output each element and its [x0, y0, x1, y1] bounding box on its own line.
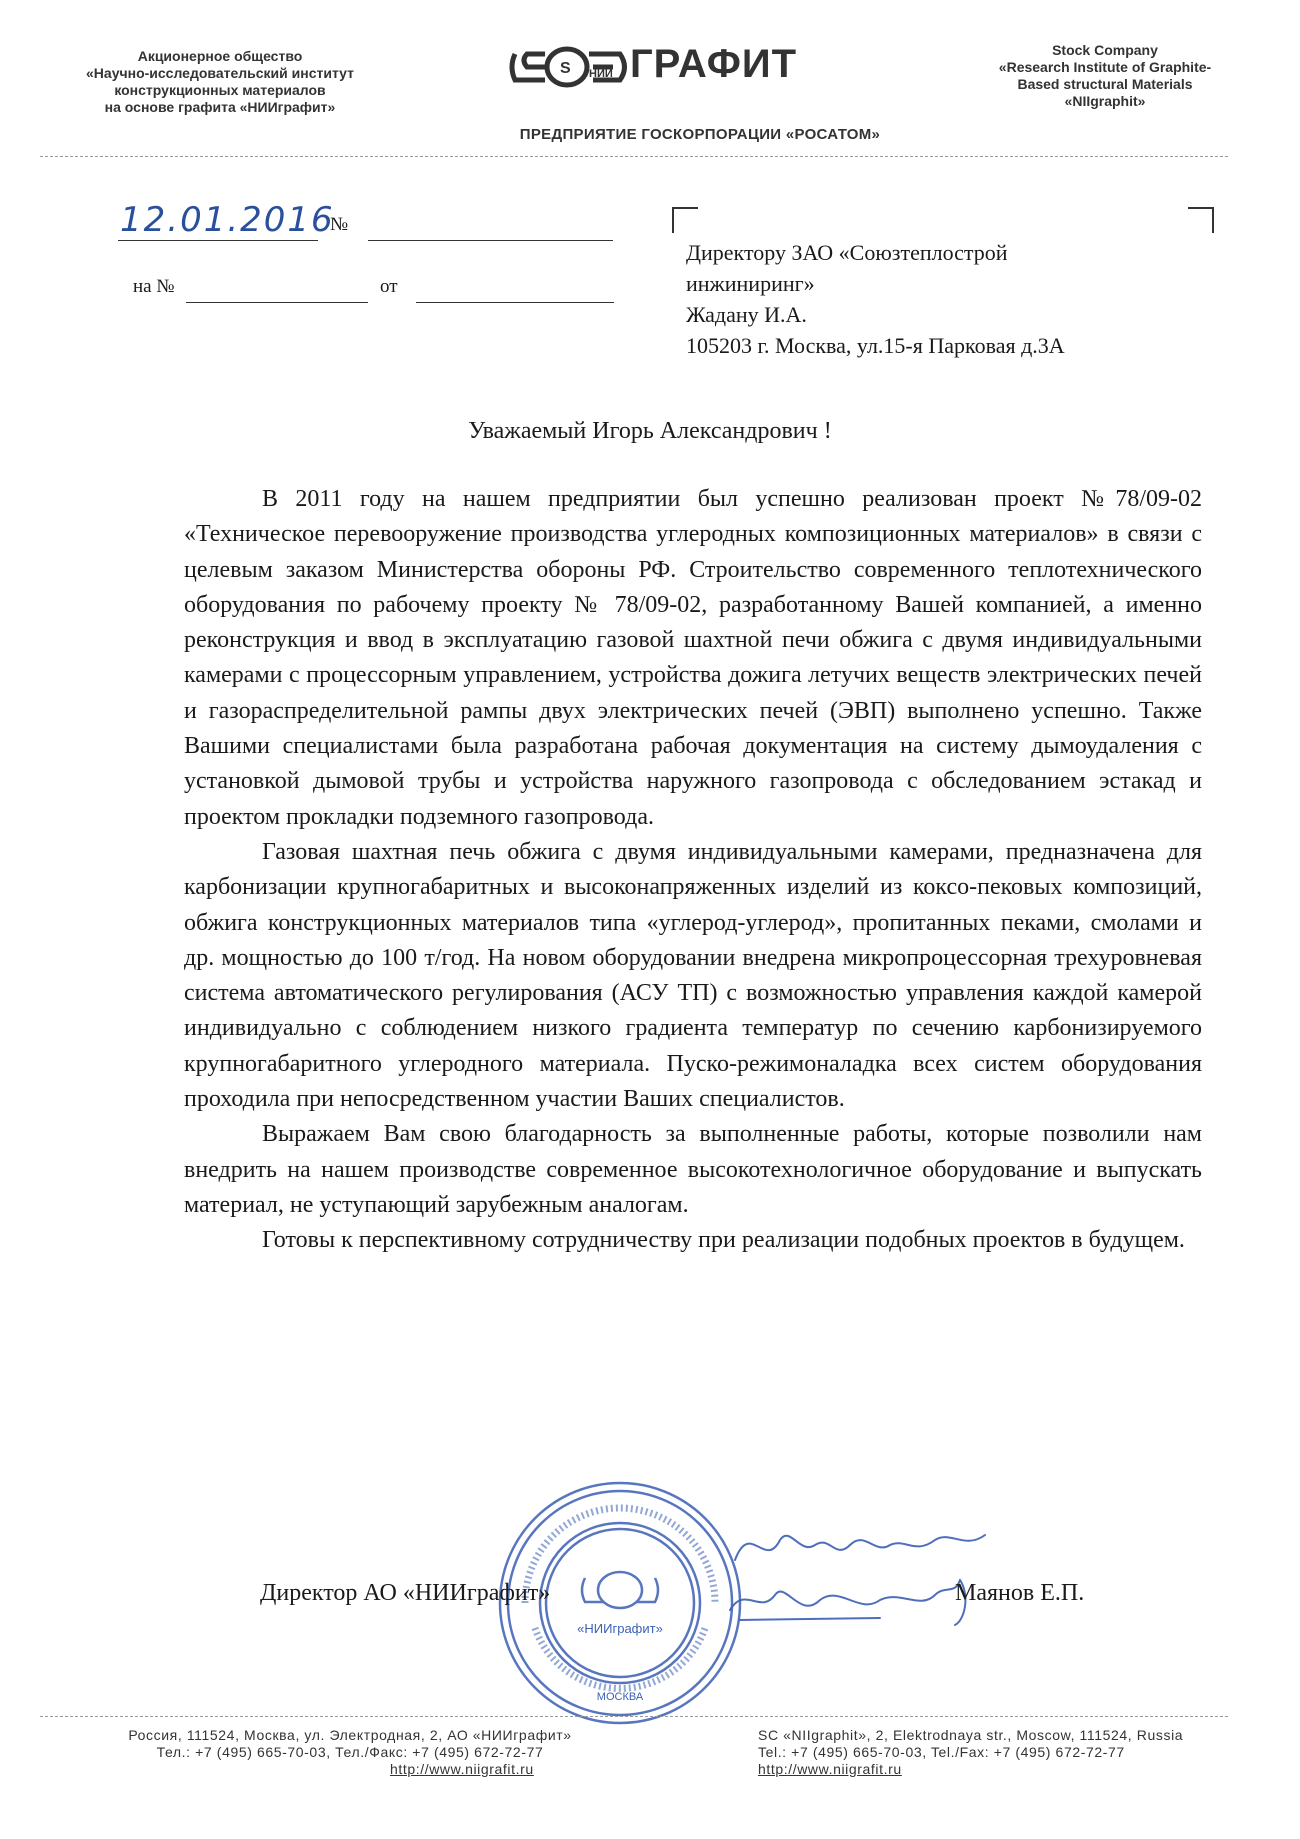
recipient-address	[686, 237, 1246, 361]
recipient-line: Директору ЗАО «Союзтеплострой	[686, 240, 1008, 265]
footer-line: Тел.: +7 (495) 665-70-03, Тел./Факс: +7 (495) 672-72-77	[156, 1744, 544, 1760]
company-name-ru	[40, 48, 400, 116]
company-name-en	[955, 42, 1255, 110]
header-divider	[40, 156, 1228, 157]
seal-bottom-text: МОСКВА	[596, 1691, 644, 1703]
logo-emblem-icon	[505, 42, 635, 92]
number-line	[368, 240, 613, 241]
body-paragraph: Выражаем Вам свою благодарность за выполненные работы, которые позволили нам внедрить на нашем производстве современное высокотехнологичное оборудование и выпускать материал, не уступающий зарубежным аналогам.	[184, 1121, 1202, 1218]
address-corner-right	[1188, 207, 1214, 233]
svg-text:S: S	[560, 60, 571, 77]
footer-line: Россия, 111524, Москва, ул. Электродная, 2, АО «НИИграфит»	[128, 1727, 572, 1743]
footer-address-en	[758, 1727, 1218, 1778]
handwritten-signature-icon	[720, 1500, 1040, 1640]
from-date-line	[416, 302, 614, 303]
header-subtitle: ПРЕДПРИЯТИЕ ГОСКОРПОРАЦИИ «РОСАТОМ»	[519, 126, 881, 143]
logo-text: ГРАФИТ	[630, 42, 798, 86]
letter-date: 12.01.2016	[120, 200, 335, 240]
footer-line: SC «NIIgraphit», 2, Elektrodnaya str., Moscow, 111524, Russia	[758, 1727, 1184, 1743]
footer-divider	[40, 1716, 1228, 1717]
signer-name: Маянов Е.П.	[955, 1580, 1085, 1606]
company-name-en-line: Based structural Materials	[1017, 76, 1193, 92]
number-label: №	[330, 214, 349, 235]
footer-address-ru	[90, 1727, 610, 1778]
recipient-line: 105203 г. Москва, ул.15-я Парковая д.3А	[686, 333, 1065, 358]
company-name-en-line: Stock Company	[1052, 42, 1158, 58]
from-label: от	[380, 276, 398, 297]
seal-center-text: «НИИграфит»	[577, 1621, 663, 1636]
letter-body	[184, 482, 1202, 1259]
company-logo	[505, 42, 825, 92]
company-name-en-line: «Research Institute of Graphite-	[998, 59, 1212, 75]
company-name-ru-line: Акционерное общество	[137, 48, 303, 64]
reply-number-line	[186, 302, 368, 303]
recipient-line: Жадану И.А.	[686, 302, 807, 327]
footer-website-link[interactable]: http://www.niigrafit.ru	[758, 1761, 902, 1777]
body-paragraph: Готовы к перспективному сотрудничеству при реализации подобных проектов в будущем.	[262, 1227, 1185, 1254]
company-name-ru-line: на основе графита «НИИграфит»	[104, 99, 336, 115]
body-paragraph: В 2011 году на нашем предприятии был успешно реализован проект №78/09-02 «Техническое перевооружение производства углеродных композиционных материалов» в связи с целевым заказом Министерства обороны РФ. Строительство современного теплотехнического оборудования по рабочему проекту № 78/09-02, разработанному Вашей компанией, а именно реконструкция и ввод в эксплуатацию газовой шахтной печи обжига с двумя индивидуальными камерами с процессорным управлением, устройства дожига летучих веществ электрических печей и газораспределительной рампы двух электрических печей (ЭВП) выполнено успешно. Также Вашими специалистами была разработана рабочая документация на систему дымоудаления с установкой дымовой трубы и устройства наружного газопровода с обследованием эстакад и проектом прокладки подземного газопровода.	[184, 486, 1202, 830]
salutation: Уважаемый Игорь Александрович !	[468, 418, 832, 444]
body-paragraph: Газовая шахтная печь обжига с двумя индивидуальными камерами, предназначена для карбонизации крупногабаритных и высоконапряженных изделий из коксо-пековых композиций, обжига конструкционных материалов типа «углерод-углерод», пропитанных пеками, смолами и др. мощностью до 100 т/год. На новом оборудовании внедрена микропроцессорная трехуровневая система автоматического регулирования (АСУ ТП) с возможностью управления каждой камерой индивидуально с соблюдением низкого градиента температур по сечению карбонизируемого крупногабаритного углеродного материала. Пуско-режимоналадка всех систем оборудования проходила при непосредственном участии Ваших специалистов.	[184, 838, 1202, 1113]
company-name-ru-line: конструкционных материалов	[114, 82, 326, 98]
recipient-line: инжиниринг»	[686, 271, 815, 296]
logo-small-text: НИИ	[589, 68, 613, 80]
footer-website-link[interactable]: http://www.niigrafit.ru	[390, 1761, 534, 1777]
address-corner-left	[672, 207, 698, 233]
footer-line: Tel.: +7 (495) 665-70-03, Tel./Fax: +7 (495) 672-72-77	[758, 1744, 1125, 1760]
reply-label: на №	[133, 276, 175, 297]
company-name-en-line: «NIIgraphit»	[1064, 93, 1146, 109]
signer-title: Директор АО «НИИграфит»	[260, 1580, 551, 1606]
company-name-ru-line: «Научно-исследовательский институт	[86, 65, 354, 81]
date-line	[118, 240, 318, 241]
